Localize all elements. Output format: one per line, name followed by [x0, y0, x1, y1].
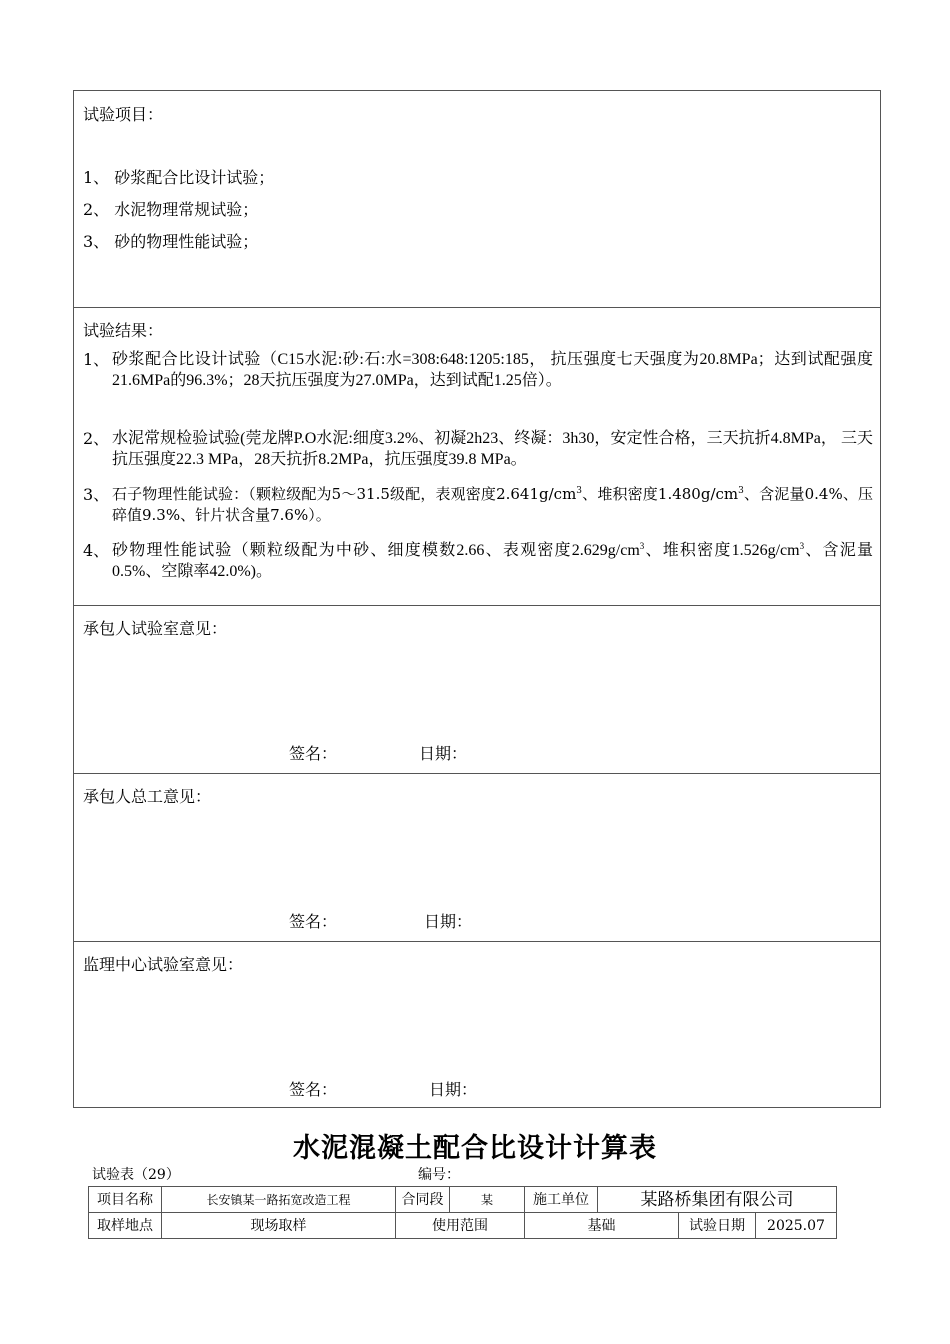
table-cell: 基础	[525, 1213, 679, 1239]
table-cell: 合同段	[396, 1187, 450, 1213]
opinion-label: 承包人试验室意见：	[83, 619, 228, 638]
table-cell: 项目名称	[89, 1187, 162, 1213]
table-cell: 2025.07	[756, 1213, 837, 1239]
table-cell: 施工单位	[525, 1187, 598, 1213]
number-label: 编号：	[418, 1167, 460, 1183]
result-number: 3、	[83, 485, 110, 504]
superscript: 3	[639, 541, 645, 551]
result-item-4	[83, 540, 873, 582]
form-code: 试验表（29）	[92, 1167, 180, 1183]
signature-label: 签名：	[289, 744, 338, 763]
table-cell: 试验日期	[679, 1213, 756, 1239]
result-number: 2、	[83, 429, 110, 448]
signature-label: 签名：	[289, 912, 338, 931]
opinion-label: 监理中心试验室意见：	[83, 955, 244, 974]
result-text	[112, 484, 873, 526]
test-results-label: 试验结果：	[83, 321, 164, 340]
table-cell: 某	[450, 1187, 525, 1213]
table-cell: 长安镇某一路拓宽改造工程	[162, 1187, 396, 1213]
result-text-part: 、含泥量0.4%、压碎值9.3%、针片状含量7.6%）。	[112, 485, 873, 524]
table-row	[89, 1187, 837, 1213]
test-results-section	[74, 307, 880, 605]
result-text: 水泥常规检验试验(莞龙牌P.O水泥:细度3.2%、初凝2h23、终凝：3h30，安定性合格，三天抗折4.8MPa， 三天抗压强度22.3 MPa，28天抗折8.2MPa，抗压强度39.8 MPa。	[112, 430, 873, 468]
result-item-1	[83, 349, 873, 391]
contractor-lab-opinion-section	[74, 605, 880, 773]
test-item-1: 1、 砂浆配合比设计试验；	[83, 168, 275, 187]
calc-sheet-info-table	[88, 1186, 837, 1239]
result-text: 砂浆配合比设计试验（C15水泥:砂:石:水=308:648:1205:185， 抗压强度七天强度为20.8MPa；达到试配强度21.6MPa的96.3%；28天抗压强度为27.0MPa，达到试配1.25倍）。	[112, 351, 873, 389]
report-frame	[73, 90, 881, 1108]
date-label: 日期：	[424, 912, 473, 931]
result-number: 1、	[83, 350, 110, 369]
test-items-label: 试验项目：	[83, 105, 164, 124]
result-text-part: 石子物理性能试验：（颗粒级配为5～31.5级配，表观密度2.641g/cm	[112, 485, 577, 503]
test-item-3: 3、 砂的物理性能试验；	[83, 232, 259, 251]
result-text-part: 、含泥量0.5%、空隙率42.0%)。	[112, 542, 873, 580]
result-item-2	[83, 428, 873, 470]
result-text	[112, 540, 873, 582]
superscript: 3	[799, 541, 805, 551]
chief-engineer-opinion-section	[74, 773, 880, 941]
signature-label: 签名：	[289, 1080, 338, 1099]
result-text-part: 、堆积密度1.480g/cm	[582, 485, 739, 503]
table-cell: 某路桥集团有限公司	[598, 1187, 837, 1213]
date-label: 日期：	[429, 1080, 478, 1099]
superscript: 3	[738, 486, 744, 496]
superscript: 3	[576, 486, 583, 496]
table-cell: 使用范围	[396, 1213, 525, 1239]
table-row	[89, 1213, 837, 1239]
table-cell: 现场取样	[162, 1213, 396, 1239]
test-item-2: 2、 水泥物理常规试验；	[83, 200, 259, 219]
result-item-3	[83, 484, 873, 526]
calc-sheet-title: 水泥混凝土配合比设计计算表	[293, 1133, 657, 1164]
opinion-label: 承包人总工意见：	[83, 787, 212, 806]
table-cell: 取样地点	[89, 1213, 162, 1239]
date-label: 日期：	[419, 744, 468, 763]
result-text-part: 、堆积密度1.526g/cm	[644, 542, 800, 559]
result-number: 4、	[83, 541, 110, 560]
supervision-lab-opinion-section	[74, 941, 880, 1107]
test-items-section	[74, 91, 880, 307]
result-text-part: 砂物理性能试验（颗粒级配为中砂、细度模数2.66、表观密度2.629g/cm	[112, 542, 640, 559]
